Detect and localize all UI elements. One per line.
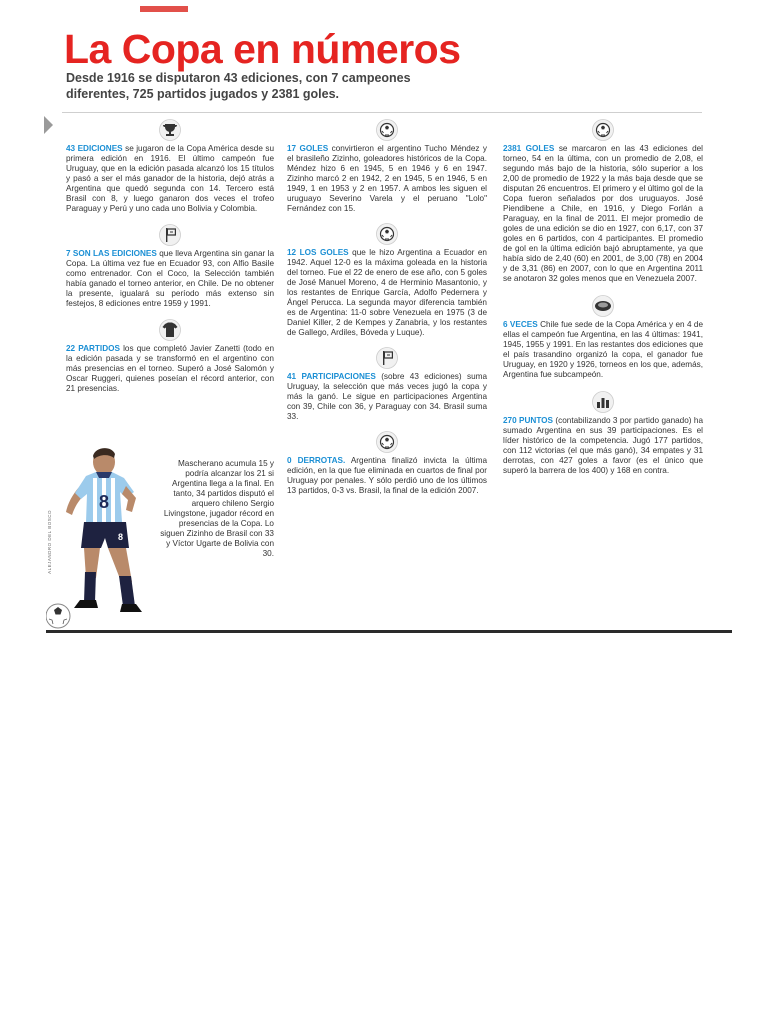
trophy-icon <box>156 118 184 142</box>
photo-credit: ALEJANDRO DEL BOSCO <box>47 510 52 574</box>
stat-keyword: 2381 GOLES <box>503 144 555 153</box>
stat-body-continued: Mascherano acumula 15 y podría alcanzar los 21 si Argentina llega a la final. En tanto, 34 partidos disputó el arquero chileno Sergio Livingstone, jugador récord en presencias de la Copa. Lo siguen Zizinho de Brasil con 33 y Víctor Ugarte de Bolivia con 30. <box>160 459 274 558</box>
stat-keyword: 22 PARTIDOS <box>66 344 120 353</box>
jersey-icon <box>156 318 184 342</box>
stat-body: se jugaron de la Copa América desde su primera edición en 1916. El último campeón fue Uruguay, que en la edición pasada alcanzó los 15 títulos y pasó a ser el más ganador de la historia, dejó atrás a Argentina que quedó segunda con 14. Tercero está Brasil con 8, y luego ganaron dos veces el trofeo Paraguay y Perú y uno cada uno Bolivia y Colombia. <box>66 144 274 213</box>
ball-icon <box>373 222 401 246</box>
stat-block-doce-goles <box>287 222 487 338</box>
stat-block-diecisiete-goles <box>287 118 487 214</box>
page-title: La Copa en números <box>64 26 461 72</box>
partidos-continuation <box>156 459 274 559</box>
stat-keyword: 12 LOS GOLES <box>287 248 349 257</box>
ball-icon <box>373 118 401 142</box>
stat-body: que lleva Argentina sin ganar la Copa. La última vez fue en Ecuador 93, con Alfio Basile como entrenador. Con el Coco, la Selección también había ganado el torneo anterior, en Chile. De no obtener la presente, igualará su período más extenso sin festejos, 8 ediciones entre 1959 y 1991. <box>66 249 274 308</box>
stat-body: los que completó Javier Zanetti (todo en la edición pasada y se transformó en el argentino con más presencias en el torneo. Superó a José Salomón y Oscar Ruggeri, quienes poseían el récord anterior, con 21 presencias. <box>66 344 274 393</box>
stat-keyword: 0 DERROTAS. <box>287 456 346 465</box>
stat-block-ediciones <box>66 118 274 214</box>
stat-block-derrotas <box>287 430 487 496</box>
ball-icon <box>373 430 401 454</box>
column-1 <box>66 118 274 403</box>
bottom-divider <box>46 630 732 633</box>
player-figure <box>66 448 142 612</box>
flag-icon <box>373 346 401 370</box>
column-3 <box>503 118 703 484</box>
flag-icon <box>156 223 184 247</box>
stadium-icon <box>589 294 617 318</box>
stat-text <box>66 144 274 214</box>
page-subtitle: Desde 1916 se disputaron 43 ediciones, con 7 campeones diferentes, 725 partidos jugados y 2381 goles. <box>66 71 411 101</box>
stat-body: convirtieron el argentino Tucho Méndez y el brasileño Zizinho, goleadores históricos de la Copa. Méndez hizo 6 en 1945, 5 en 1946 y 6 en 1947. Zizinho marcó 2 en 1942, 2 en 1945, 5 en 1946, 5 en 1949, 1 en 1953 y 2 en 1957. A ambos les siguen el uruguayo Severino Varela y el peruano "Lolo" Fernández con 15. <box>287 144 488 213</box>
stat-text <box>503 144 703 284</box>
stat-block-siete-ediciones <box>66 223 274 309</box>
stat-keyword: 43 EDICIONES <box>66 144 123 153</box>
stat-block-participaciones <box>287 346 487 422</box>
stat-body: Argentina finalizó invicta la última edición, en la que fue eliminada en cuartos de final por Uruguay por penales. Y sólo perdió uno de los últimos 13 partidos, 0-3 vs. Brasil, la final de la edición 2007. <box>287 456 487 495</box>
stat-body: (contabilizando 3 por partido ganado) ha sumado Argentina en sus 39 participaciones. Es el líder histórico de la competencia. Jugó 177 partidos, con 112 victorias (el que más ganó), 34 empates y 31 derrotas, con 427 goles a favor (es el único que superó la barrera de los 400) y 168 en contra. <box>503 416 704 475</box>
svg-text:8: 8 <box>98 492 110 512</box>
header-divider <box>62 112 702 113</box>
stat-text <box>503 320 703 380</box>
bars-icon <box>589 390 617 414</box>
stat-text <box>287 456 487 496</box>
top-accent-bar <box>140 6 188 12</box>
column-2 <box>287 118 487 504</box>
svg-text:8: 8 <box>118 532 124 542</box>
stat-body: (sobre 43 ediciones) suma Uruguay, la selección que más veces jugó la copa y más la ganó. Le sigue en participaciones Argentina con 39, Chile con 36, y Paraguay con 34. Brasil suma 33. <box>287 372 487 421</box>
football-icon <box>46 604 70 628</box>
stat-text <box>287 144 487 214</box>
stat-block-seis-veces <box>503 294 703 380</box>
player-photo <box>46 440 172 630</box>
stat-text <box>66 344 274 394</box>
stat-block-goles-totales <box>503 118 703 284</box>
stat-body: se marcaron en las 43 ediciones del torneo, 54 en la última, con un promedio de 2,08, el segundo más bajo de la historia, sólo superior a los 2,00 de promedio de 1922 y la más baja desde que se disputan 26 encuentros. El primero y el último gol de la Copa fueron señalados por dos uruguayos. José Piendibene a Chile, en 1916, y Diego Forlán a Paraguay, en la final de 2011. El mejor promedio de goles de una edición se dio en 1927, con 6,17, con 37 goles en 6 partidos, con 4 participantes. El promedio de gol en la última edición bajó abruptamente, ya que había sido de 2,40 (60) en 2001, de 3,00 (78) en 2004 y de 3,31 (86) en 2007, con lo que en Argentina 2011 se anotaron 32 goles menos que en Venezuela 2007. <box>503 144 704 283</box>
stat-text <box>66 249 274 309</box>
stat-keyword: 7 SON LAS EDICIONES <box>66 249 157 258</box>
stat-text <box>287 248 487 338</box>
stat-block-puntos <box>503 390 703 476</box>
stat-keyword: 270 PUNTOS <box>503 416 554 425</box>
stat-keyword: 6 VECES <box>503 320 538 329</box>
stat-keyword: 41 PARTICIPACIONES <box>287 372 376 381</box>
stat-keyword: 17 GOLES <box>287 144 329 153</box>
stat-text <box>503 416 703 476</box>
stat-body: Chile fue sede de la Copa América y en 4 de ellas el campeón fue Argentina, en las 4 últimas: 1941, 1945, 1955 y 1991. En las restantes dos ediciones que el país trasandino organizó la copa, el ganador fue Uruguay, en 1920 y 1926, torneos en los que, además, Argentina fue subcampeón. <box>503 320 704 379</box>
stat-block-partidos <box>66 318 274 394</box>
ball-icon <box>589 118 617 142</box>
arrow-marker <box>44 116 53 134</box>
stat-text <box>287 372 487 422</box>
stat-body: que le hizo Argentina a Ecuador en 1942. Aquel 12-0 es la máxima goleada en la historia del torneo. Fue el 22 de enero de ese año, con 5 goles de José Manuel Moreno, 4 de Herminio Masantonio, y los restantes de Enrique García, Adolfo Pedernera y Ángel Perucca. La segunda mayor diferencia también es de Argentina: 11-0 sobre Venezuela en 1975 (3 de Daniel Killer, 2 de Kempes y Zanabria, y los restantes de Gallego, Ardiles, Bóveda y Luque). <box>287 248 487 337</box>
